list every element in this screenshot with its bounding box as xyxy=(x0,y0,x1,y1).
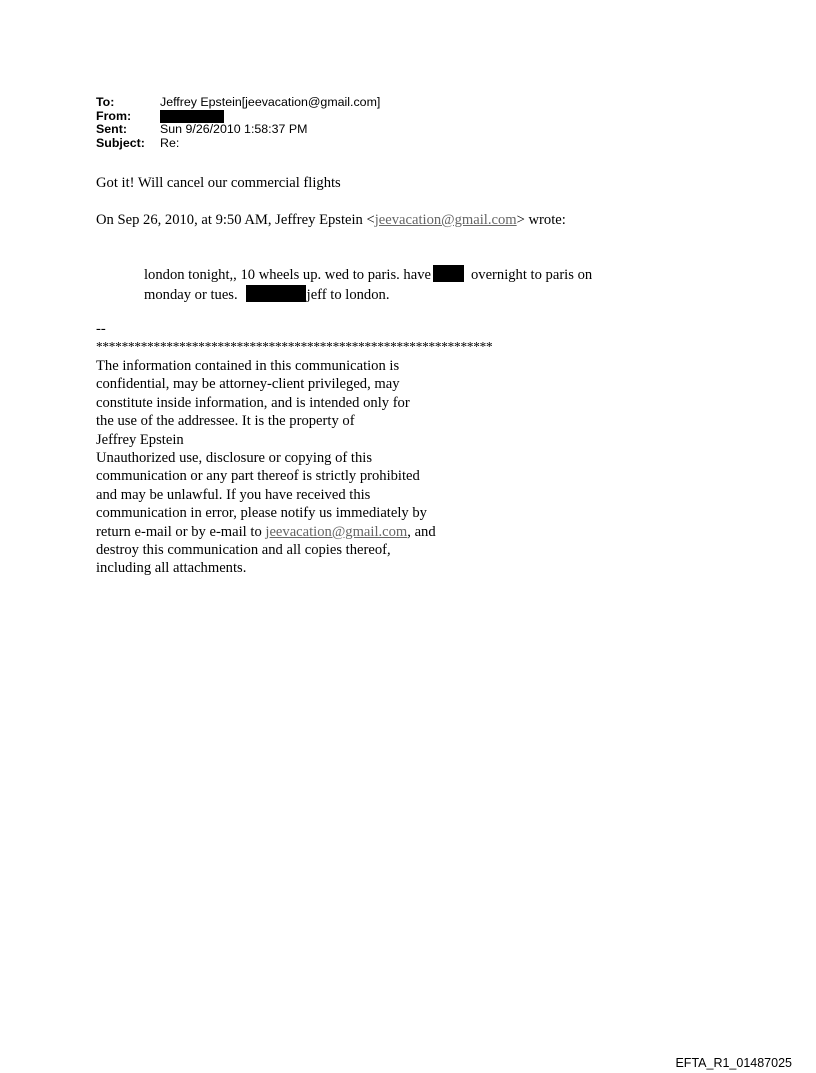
from-label: From: xyxy=(96,108,132,123)
quote-line-1-b: overnight to paris on xyxy=(470,267,593,283)
sent-row xyxy=(96,123,380,137)
quote-line-2-b: jeff to london. xyxy=(306,287,390,303)
to-row xyxy=(96,96,380,110)
sent-label: Sent: xyxy=(96,122,127,136)
quote-redaction-2 xyxy=(246,285,306,302)
attribution-line xyxy=(96,211,566,229)
disclaimer-line: the use of the addressee. It is the property of xyxy=(96,413,355,430)
disclaimer-line: Unauthorized use, disclosure or copying of this xyxy=(96,450,373,467)
attribution-prefix: On Sep 26, 2010, at 9:50 AM, Jeffrey Epstein < xyxy=(96,212,375,228)
disclaimer-line: Jeffrey Epstein xyxy=(96,431,184,448)
subject-value: Re: xyxy=(160,135,180,150)
from-redaction xyxy=(160,110,224,123)
subject-row xyxy=(96,137,380,151)
from-row xyxy=(96,110,380,124)
to-value: Jeffrey Epstein[jeevacation@gmail.com] xyxy=(160,95,381,109)
attribution-suffix: > wrote: xyxy=(516,212,566,228)
disclaimer-line: The information contained in this communication is xyxy=(96,358,400,374)
disclaimer-email-link[interactable]: jeevacation@gmail.com xyxy=(265,523,408,540)
disclaimer-line-10-a: return e-mail or by e-mail to xyxy=(96,523,266,540)
to-label: To: xyxy=(96,95,115,109)
subject-label: Subject: xyxy=(96,135,145,150)
quoted-message xyxy=(144,265,592,305)
document-id: EFTA_R1_01487025 xyxy=(675,1056,792,1070)
attribution-email-link[interactable]: jeevacation@gmail.com xyxy=(374,212,517,228)
confidentiality-disclaimer xyxy=(96,357,436,578)
disclaimer-line: confidential, may be attorney-client privileged, may xyxy=(96,376,400,393)
disclaimer-line: destroy this communication and all copies thereof, xyxy=(96,542,391,559)
quote-line-2 xyxy=(144,285,592,305)
email-header xyxy=(96,96,380,150)
quote-line-1-a: london tonight,, 10 wheels up. wed to paris. have xyxy=(144,267,431,283)
sent-value: Sun 9/26/2010 1:58:37 PM xyxy=(160,122,308,136)
disclaimer-line: and may be unlawful. If you have received this xyxy=(96,486,371,503)
quote-line-2-a: monday or tues. xyxy=(144,287,238,303)
disclaimer-line: communication or any part thereof is strictly prohibited xyxy=(96,468,420,485)
disclaimer-line: communication in error, please notify us immediately by xyxy=(96,505,427,522)
signature-stars: ************************************************************** xyxy=(96,339,493,354)
disclaimer-line xyxy=(96,523,436,541)
quote-line-1 xyxy=(144,265,592,285)
signature-dashes: -- xyxy=(96,321,106,337)
disclaimer-line-10-b: , and xyxy=(407,523,436,540)
disclaimer-line: constitute inside information, and is intended only for xyxy=(96,394,410,411)
reply-text: Got it! Will cancel our commercial flights xyxy=(96,175,341,191)
quote-redaction-1 xyxy=(433,265,464,282)
disclaimer-line: including all attachments. xyxy=(96,560,247,577)
